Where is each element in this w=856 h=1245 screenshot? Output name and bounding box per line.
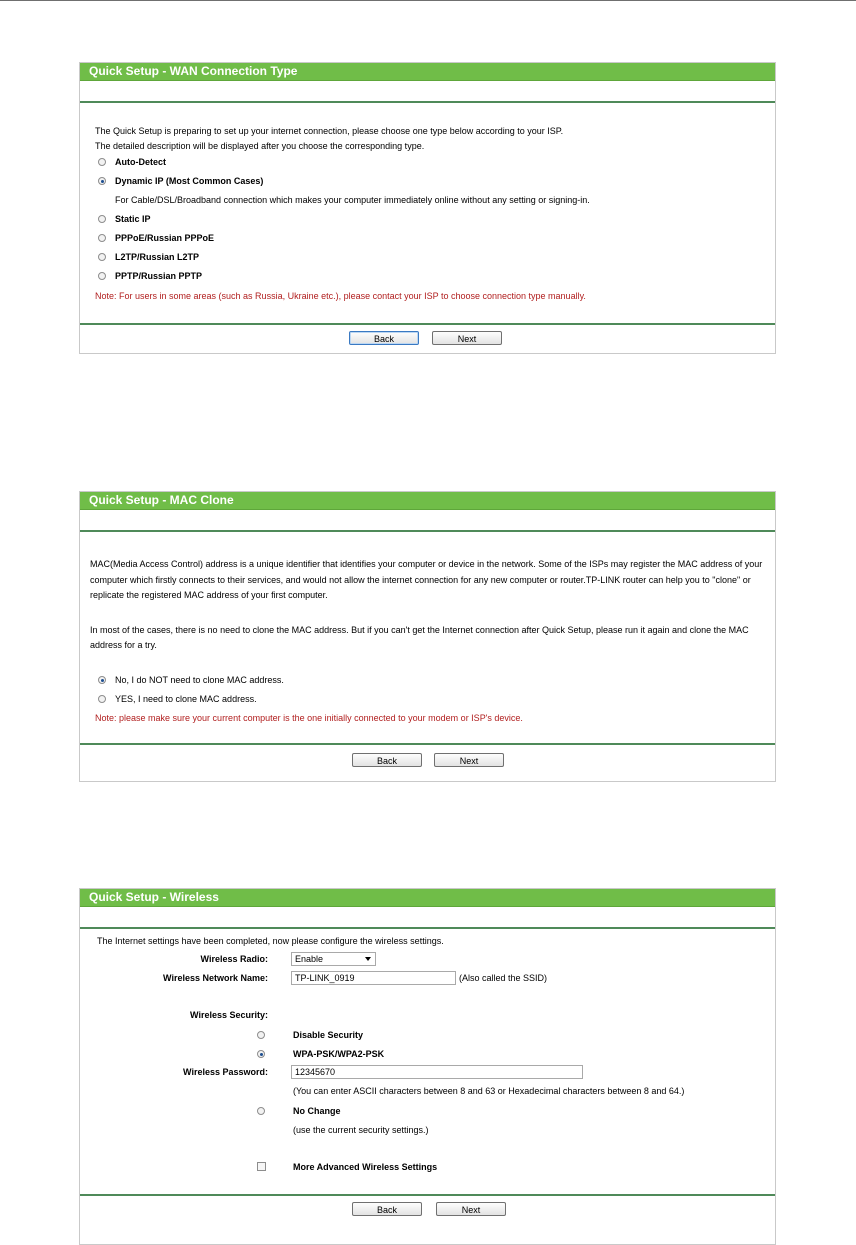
wireless-radio-select[interactable]	[291, 952, 376, 966]
mac-radio-no-clone[interactable]	[98, 676, 106, 684]
wireless-advanced-checkbox[interactable]	[257, 1162, 266, 1171]
mac-para2-line1: In most of the cases, there is no need to clone the MAC address. But if you can't get the Internet connection after Quick Setup, please run it again and clone the MAC	[90, 625, 749, 635]
wan-next-button[interactable]: Next	[432, 331, 502, 345]
wan-note: Note: For users in some areas (such as Russia, Ukraine etc.), please contact your ISP to choose connection type manually.	[95, 291, 586, 301]
wireless-radio-value: Enable	[295, 954, 324, 964]
wireless-label-no-change: No Change	[293, 1106, 341, 1116]
wireless-radio-label: Wireless Radio:	[200, 954, 268, 964]
wan-radio-pptp[interactable]	[98, 272, 106, 280]
wan-label-l2tp: L2TP/Russian L2TP	[115, 252, 200, 262]
wireless-next-button[interactable]: Next	[436, 1202, 506, 1216]
wireless-password-hint: (You can enter ASCII characters between 8 and 63 or Hexadecimal characters between 8 and 64.)	[293, 1086, 685, 1096]
mac-next-button[interactable]: Next	[434, 753, 504, 767]
wireless-panel	[79, 888, 776, 1245]
mac-para1-line2: computer which firstly connects to their services, and would not allow the internet connection for any new computer or router.TP-LINK router can help you to "clone" or	[90, 575, 751, 585]
page-top-rule	[0, 0, 856, 1]
wan-label-pptp: PPTP/Russian PPTP	[115, 271, 203, 281]
wan-intro-line2: The detailed description will be displayed after you choose the corresponding type.	[95, 141, 425, 151]
wan-radio-auto-detect[interactable]	[98, 158, 106, 166]
mac-label-no-clone: No, I do NOT need to clone MAC address.	[115, 675, 284, 685]
mac-clone-panel	[79, 491, 776, 782]
wan-label-pppoe: PPPoE/Russian PPPoE	[115, 233, 215, 243]
wan-dynamic-description: For Cable/DSL/Broadband connection which makes your computer immediately online without any setting or signing-in.	[115, 195, 590, 205]
wan-radio-static-ip[interactable]	[98, 215, 106, 223]
wan-radio-pppoe[interactable]	[98, 234, 106, 242]
mac-radio-yes-clone[interactable]	[98, 695, 106, 703]
mac-footer-rule	[80, 743, 775, 745]
wireless-ssid-label: Wireless Network Name:	[163, 973, 268, 983]
wireless-radio-no-change[interactable]	[257, 1107, 265, 1115]
wireless-back-button[interactable]: Back	[352, 1202, 422, 1216]
wan-panel-subheader	[80, 81, 775, 103]
wan-label-static-ip: Static IP	[115, 214, 151, 224]
mac-note: Note: please make sure your current computer is the one initially connected to your modem or ISP's device.	[95, 713, 523, 723]
wireless-advanced-label: More Advanced Wireless Settings	[293, 1162, 438, 1172]
wan-label-auto-detect: Auto-Detect	[115, 157, 166, 167]
wireless-ssid-hint: (Also called the SSID)	[459, 973, 548, 983]
mac-para1-line3: replicate the registered MAC address of your first computer.	[90, 590, 328, 600]
mac-panel-subheader	[80, 510, 775, 532]
mac-para2-line2: address for a try.	[90, 640, 157, 650]
wan-back-button[interactable]: Back	[349, 331, 419, 345]
wireless-label-wpa: WPA-PSK/WPA2-PSK	[293, 1049, 385, 1059]
wan-radio-dynamic-ip[interactable]	[98, 177, 106, 185]
wireless-panel-subheader	[80, 907, 775, 929]
wireless-footer-rule	[80, 1194, 775, 1196]
wireless-password-label: Wireless Password:	[183, 1067, 268, 1077]
wan-label-dynamic-ip: Dynamic IP (Most Common Cases)	[115, 176, 264, 186]
mac-back-button[interactable]: Back	[352, 753, 422, 767]
wan-footer-rule	[80, 323, 775, 325]
wireless-radio-disable-security[interactable]	[257, 1031, 265, 1039]
wireless-radio-wpa[interactable]	[257, 1050, 265, 1058]
wireless-security-label: Wireless Security:	[190, 1010, 268, 1020]
wan-connection-panel	[79, 62, 776, 354]
wireless-ssid-input[interactable]: TP-LINK_0919	[291, 971, 456, 985]
wireless-label-disable-security: Disable Security	[293, 1030, 364, 1040]
mac-para1-line1: MAC(Media Access Control) address is a unique identifier that identifies your computer or device in the network. Some of the ISPs may register the MAC address of your	[90, 559, 763, 569]
wireless-password-input[interactable]: 12345670	[291, 1065, 583, 1079]
wan-intro-line1: The Quick Setup is preparing to set up your internet connection, please choose one type below according to your ISP.	[95, 126, 564, 136]
wan-panel-title: Quick Setup - WAN Connection Type	[80, 63, 775, 81]
mac-label-yes-clone: YES, I need to clone MAC address.	[115, 694, 257, 704]
chevron-down-icon	[365, 957, 371, 961]
mac-panel-title: Quick Setup - MAC Clone	[80, 492, 775, 510]
wan-radio-l2tp[interactable]	[98, 253, 106, 261]
wireless-panel-title: Quick Setup - Wireless	[80, 889, 775, 907]
wireless-no-change-hint: (use the current security settings.)	[293, 1125, 429, 1135]
wireless-intro: The Internet settings have been completed, now please configure the wireless settings.	[97, 936, 444, 946]
